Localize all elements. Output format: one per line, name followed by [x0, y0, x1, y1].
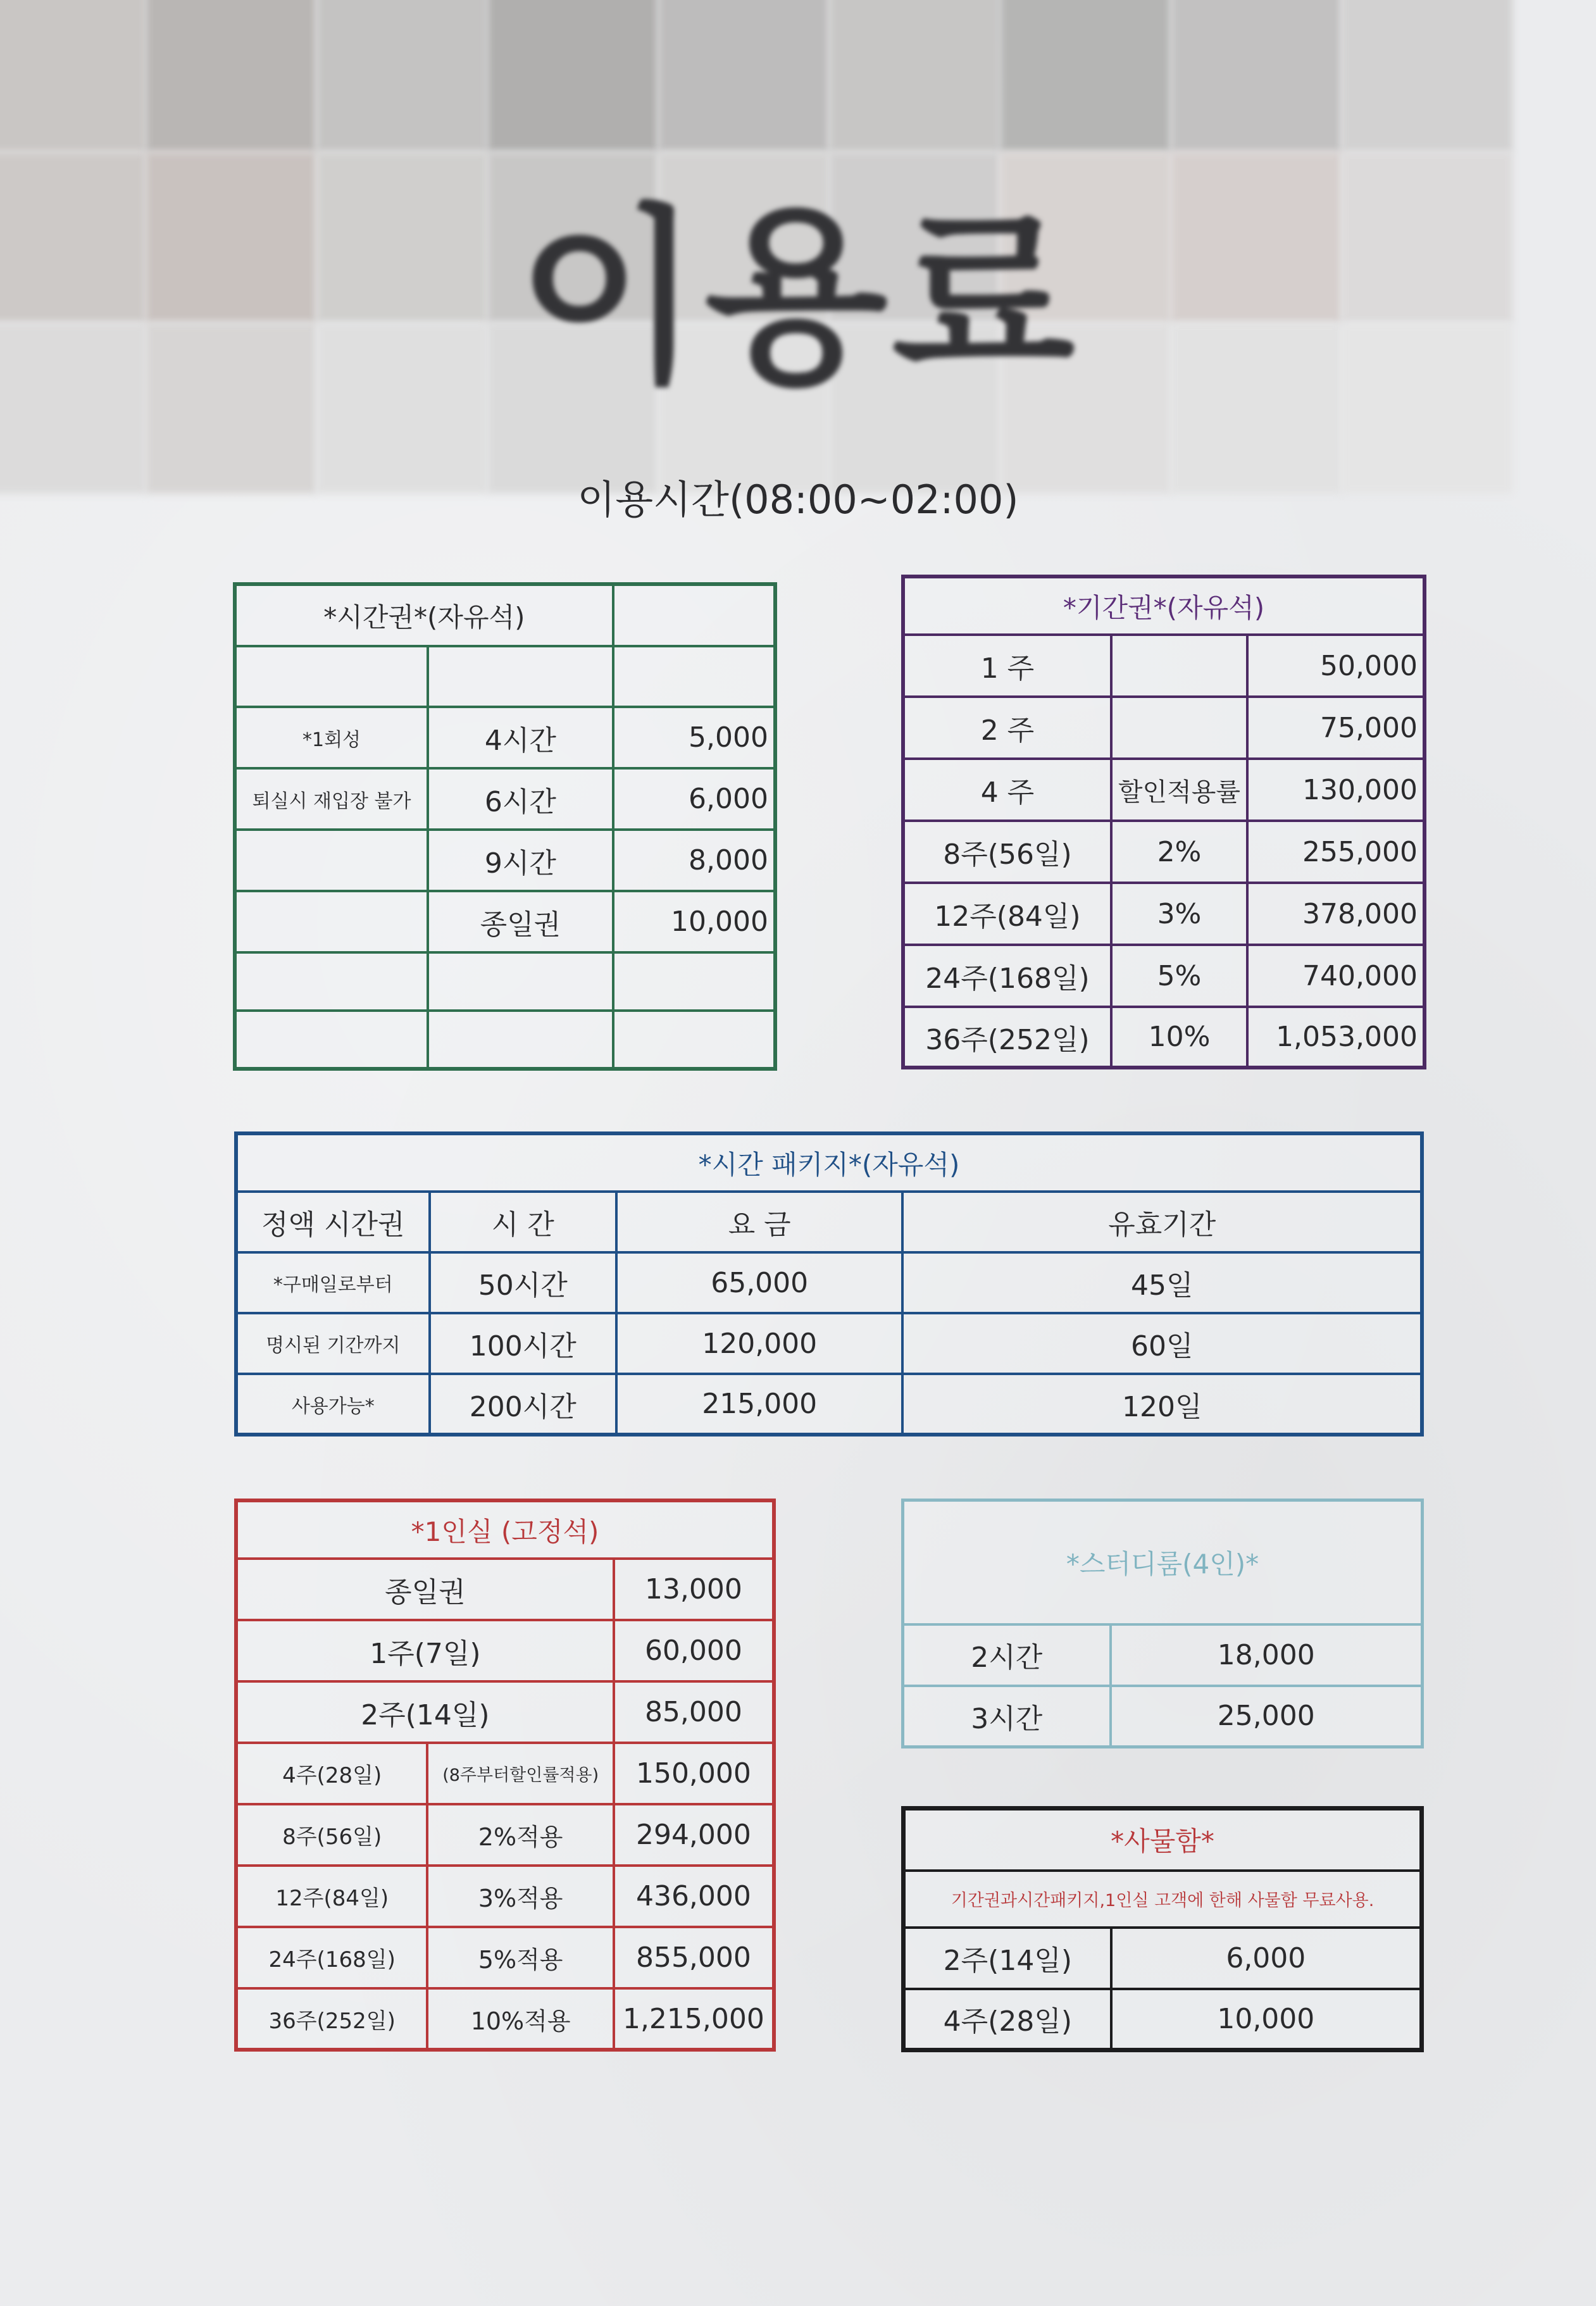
- single-room-label: 종일권: [236, 1559, 614, 1620]
- package-hours: 200시간: [430, 1374, 616, 1435]
- package-valid: 45일: [902, 1252, 1422, 1313]
- period-price: 75,000: [1247, 697, 1425, 759]
- period-price: 130,000: [1247, 759, 1425, 821]
- package-price: 120,000: [616, 1313, 903, 1374]
- time-ticket-table: [233, 582, 777, 1071]
- time-ticket-time: 4시간: [428, 707, 613, 768]
- time-ticket-note: *1회성: [235, 707, 428, 768]
- single-room-period: 4주(28일): [236, 1743, 427, 1804]
- study-room-price: 25,000: [1111, 1686, 1423, 1747]
- single-room-price: 1,215,000: [614, 1988, 774, 2050]
- locker-title: *사물함*: [904, 1809, 1422, 1871]
- package-valid: 60일: [902, 1313, 1422, 1374]
- study-room-time: 3시간: [903, 1686, 1111, 1747]
- package-hours: 100시간: [430, 1313, 616, 1374]
- time-ticket-note: 퇴실시 재입장 불가: [235, 768, 428, 830]
- single-room-price: 85,000: [614, 1681, 774, 1743]
- single-room-discount: 3%적용: [427, 1866, 613, 1927]
- single-room-label: 2주(14일): [236, 1681, 614, 1743]
- period-ticket-table: [901, 575, 1426, 1069]
- column-header: 시 간: [430, 1192, 616, 1252]
- period-price: 1,053,000: [1247, 1007, 1425, 1068]
- period-discount: 10%: [1111, 1007, 1247, 1068]
- period-price: 740,000: [1247, 945, 1425, 1007]
- time-ticket-price: 5,000: [613, 707, 775, 768]
- time-ticket-price: 8,000: [613, 830, 775, 891]
- time-package-table: [234, 1131, 1424, 1437]
- time-ticket-price: 6,000: [613, 768, 775, 830]
- period-label: 36주(252일): [903, 1007, 1111, 1068]
- locker-price: 10,000: [1111, 1989, 1422, 2050]
- locker-period: 2주(14일): [904, 1928, 1111, 1989]
- period-label: 12주(84일): [903, 883, 1111, 945]
- package-hours: 50시간: [430, 1252, 616, 1313]
- single-room-price: 13,000: [614, 1559, 774, 1620]
- single-room-table: [234, 1499, 776, 2052]
- period-label: 8주(56일): [903, 821, 1111, 883]
- package-note: 명시된 기간까지: [236, 1313, 430, 1374]
- time-ticket-title: *시간권*(자유석): [235, 584, 613, 646]
- time-ticket-time: 6시간: [428, 768, 613, 830]
- column-header: 유효기간: [902, 1192, 1422, 1252]
- single-room-discount: 10%적용: [427, 1988, 613, 2050]
- period-label: 24주(168일): [903, 945, 1111, 1007]
- locker-period: 4주(28일): [904, 1989, 1111, 2050]
- period-discount: 3%: [1111, 883, 1247, 945]
- single-room-price: 855,000: [614, 1927, 774, 1988]
- single-room-period: 8주(56일): [236, 1804, 427, 1866]
- period-discount: 5%: [1111, 945, 1247, 1007]
- single-room-label: 1주(7일): [236, 1620, 614, 1681]
- period-discount: [1111, 697, 1247, 759]
- period-ticket-title: *기간권*(자유석): [903, 576, 1425, 635]
- period-label: 2 주: [903, 697, 1111, 759]
- column-header: 요 금: [616, 1192, 903, 1252]
- study-room-price: 18,000: [1111, 1624, 1423, 1686]
- period-discount: 2%: [1111, 821, 1247, 883]
- single-room-title: *1인실 (고정석): [236, 1500, 774, 1559]
- opening-hours: 이용시간(08:00~02:00): [577, 477, 1019, 523]
- package-note: *구매일로부터: [236, 1252, 430, 1313]
- single-room-period: 24주(168일): [236, 1927, 427, 1988]
- time-ticket-time: 9시간: [428, 830, 613, 891]
- time-package-title: *시간 패키지*(자유석): [236, 1133, 1422, 1192]
- period-discount: 할인적용률: [1111, 759, 1247, 821]
- study-room-table: [901, 1499, 1424, 1748]
- study-room-time: 2시간: [903, 1624, 1111, 1686]
- locker-price: 6,000: [1111, 1928, 1422, 1989]
- locker-table: [901, 1806, 1424, 2052]
- single-room-discount: 2%적용: [427, 1804, 613, 1866]
- single-room-period: 36주(252일): [236, 1988, 427, 2050]
- column-header: 정액 시간권: [236, 1192, 430, 1252]
- period-price: 378,000: [1247, 883, 1425, 945]
- single-room-discount: (8주부터할인률적용): [427, 1743, 613, 1804]
- package-price: 65,000: [616, 1252, 903, 1313]
- page-title: 이용료: [517, 188, 1079, 409]
- single-room-price: 150,000: [614, 1743, 774, 1804]
- period-price: 255,000: [1247, 821, 1425, 883]
- time-ticket-time: 종일권: [428, 891, 613, 952]
- package-note: 사용가능*: [236, 1374, 430, 1435]
- single-room-price: 294,000: [614, 1804, 774, 1866]
- package-price: 215,000: [616, 1374, 903, 1435]
- single-room-price: 60,000: [614, 1620, 774, 1681]
- package-valid: 120일: [902, 1374, 1422, 1435]
- period-discount: [1111, 635, 1247, 697]
- study-room-title: *스터디룸(4인)*: [903, 1500, 1423, 1624]
- period-label: 4 주: [903, 759, 1111, 821]
- period-price: 50,000: [1247, 635, 1425, 697]
- period-label: 1 주: [903, 635, 1111, 697]
- single-room-period: 12주(84일): [236, 1866, 427, 1927]
- single-room-discount: 5%적용: [427, 1927, 613, 1988]
- locker-note: 기간권과시간패키지,1인실 고객에 한해 사물함 무료사용.: [904, 1871, 1422, 1928]
- single-room-price: 436,000: [614, 1866, 774, 1927]
- time-ticket-price: 10,000: [613, 891, 775, 952]
